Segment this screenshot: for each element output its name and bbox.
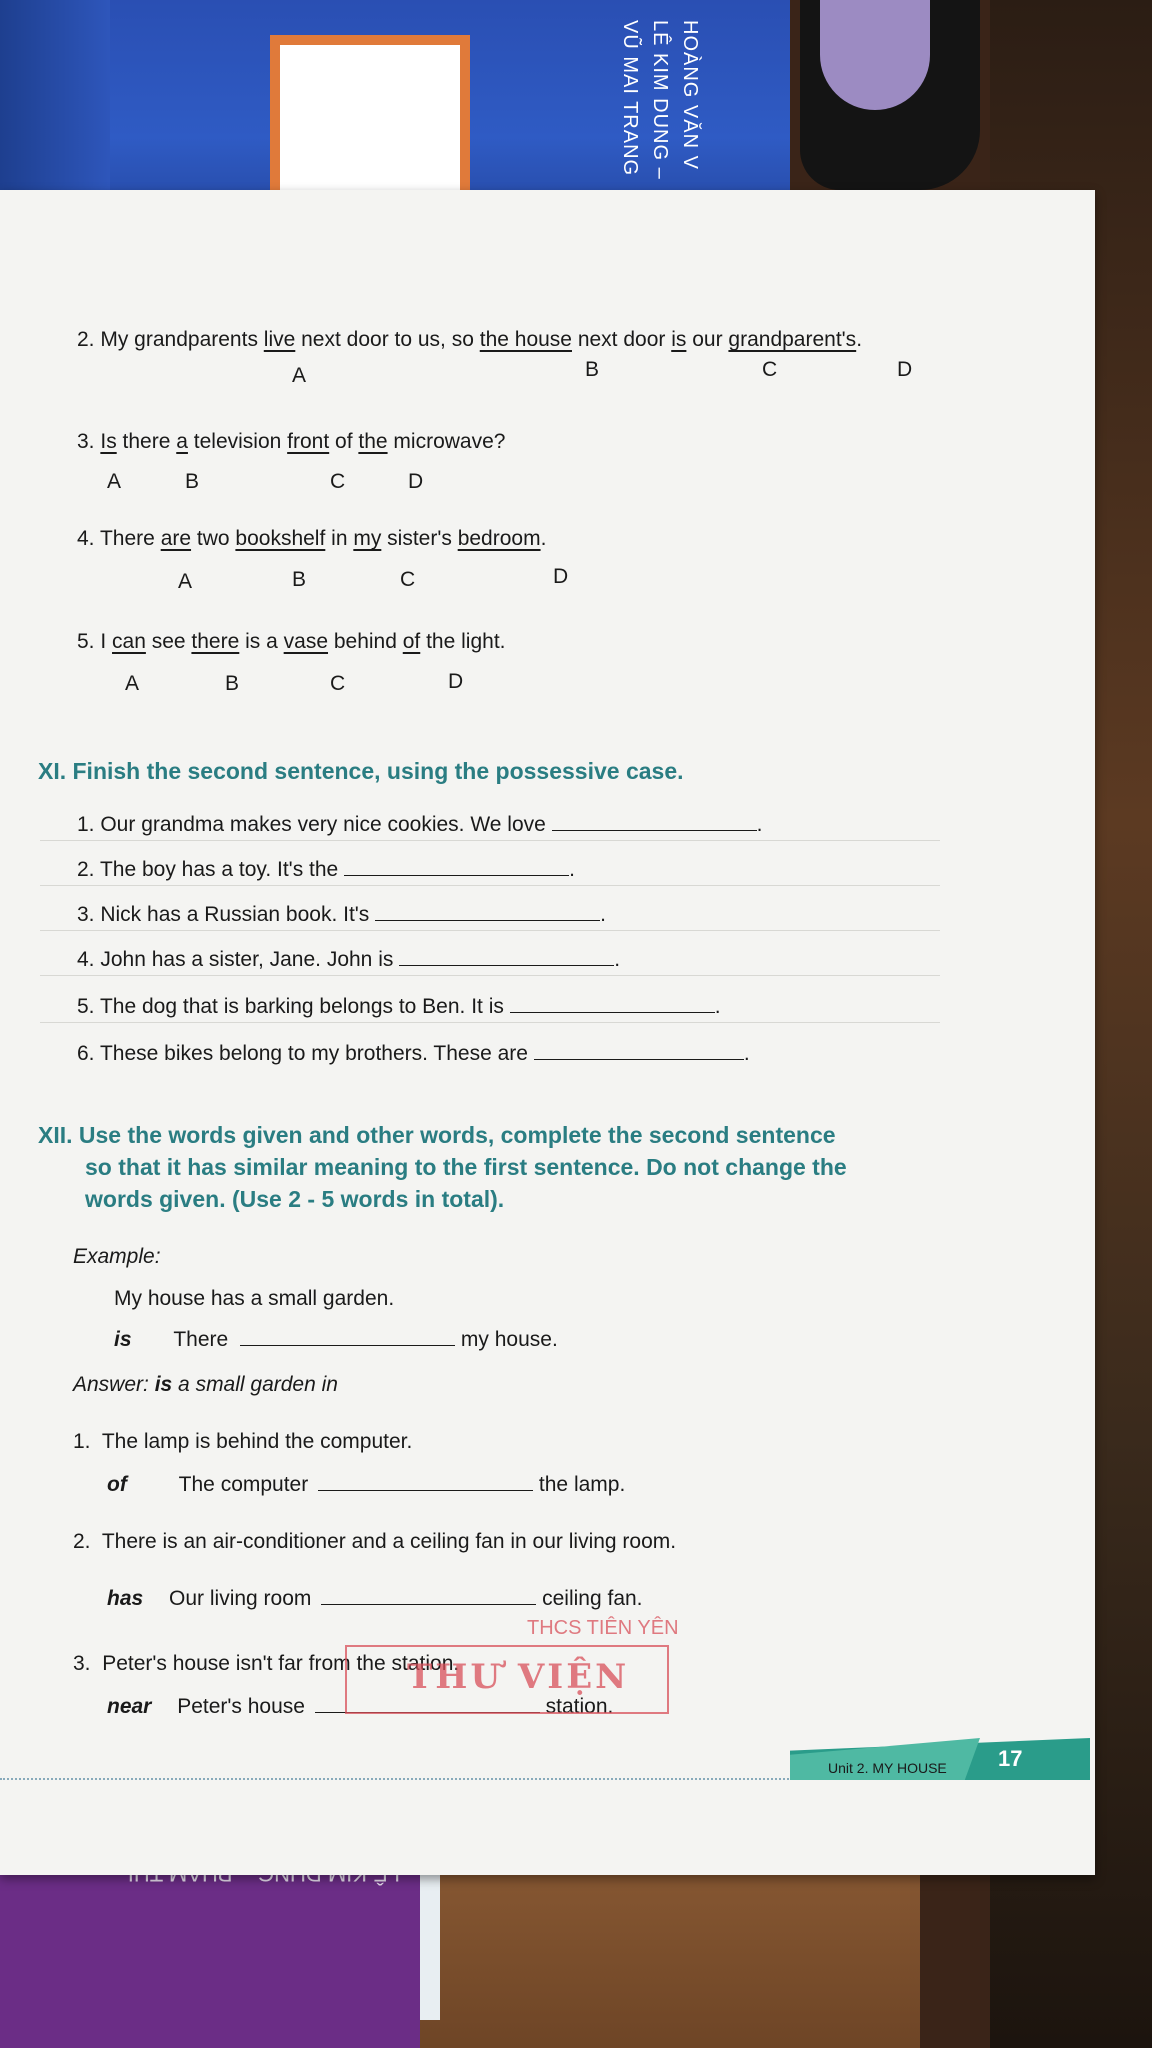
xii-item-1-prompt: of The computer the lamp.: [107, 1473, 626, 1496]
q10-item-2: 2. My grandparents live next door to us, so the house next door is our grandparent's.: [77, 328, 863, 351]
q10-5-letter-b: B: [225, 672, 240, 695]
q10-item-3: 3. Is there a television front of the microwave?: [77, 430, 506, 453]
q10-2-letter-a: A: [292, 364, 307, 387]
q10-4-letter-b: B: [292, 568, 307, 591]
stamp-library: THƯ VIỆN: [407, 1657, 630, 1697]
example-answer: Answer: is a small garden in: [73, 1373, 338, 1396]
key-word: near: [107, 1695, 152, 1718]
stamp-school: THCS TIÊN YÊN: [527, 1617, 679, 1639]
divider: [40, 1022, 940, 1023]
section-xii-heading-line-3: words given. (Use 2 - 5 words in total).: [85, 1186, 505, 1212]
xii-item-2-prompt: has Our living room ceiling fan.: [107, 1587, 643, 1610]
q10-item-5: 5. I can see there is a vase behind of the light.: [77, 630, 506, 653]
q10-5-letter-a: A: [125, 672, 140, 695]
q10-3-letter-b: B: [185, 470, 200, 493]
answer-blank[interactable]: [510, 996, 715, 1013]
q10-3-letter-a: A: [107, 470, 122, 493]
page-number: 17: [998, 1746, 1023, 1771]
cover-author-1: HOÀNG VĂN V: [679, 20, 701, 170]
worksheet-page: [0, 190, 1095, 1875]
key-word: of: [107, 1473, 127, 1496]
q10-2-letter-c: C: [762, 358, 778, 381]
answer-blank[interactable]: [344, 859, 569, 876]
q10-2-letter-d: D: [897, 358, 913, 381]
q10-4-letter-c: C: [400, 568, 416, 591]
section-xii-heading-line-1: XII. Use the words given and other words, complete the second sentence: [38, 1122, 836, 1148]
answer-blank[interactable]: [552, 814, 757, 831]
xii-item-3-prompt: near Peter's house station.: [107, 1695, 614, 1718]
xi-item-6: 6. These bikes belong to my brothers. These are .: [77, 1042, 750, 1065]
example-prompt: is There my house.: [114, 1328, 558, 1351]
q10-item-4: 4. There are two bookshelf in my sister's bedroom.: [77, 527, 547, 550]
q10-5-letter-c: C: [330, 672, 346, 695]
xii-item-1: 1. The lamp is behind the computer.: [73, 1430, 413, 1453]
q10-3-letter-c: C: [330, 470, 346, 493]
divider: [40, 930, 940, 931]
answer-blank[interactable]: [534, 1043, 744, 1060]
q10-2-letter-b: B: [585, 358, 600, 381]
xii-item-2: 2. There is an air-conditioner and a ceiling fan in our living room.: [73, 1530, 677, 1553]
section-xi-heading: XI. Finish the second sentence, using the possessive case.: [38, 758, 684, 784]
answer-blank[interactable]: [321, 1588, 536, 1605]
purple-object: [820, 0, 930, 110]
answer-blank[interactable]: [318, 1474, 533, 1491]
section-xii-heading-line-2: so that it has similar meaning to the first sentence. Do not change the: [85, 1154, 847, 1180]
library-stamp: [345, 1617, 679, 1714]
answer-blank[interactable]: [375, 904, 600, 921]
example-key-word: is: [114, 1328, 132, 1351]
q10-5-letter-d: D: [448, 670, 464, 693]
cover-author-2: LÊ KIM DUNG –: [649, 20, 671, 180]
cover-author-3: VŨ MAI TRANG: [619, 20, 641, 177]
xi-item-4: 4. John has a sister, Jane. John is .: [77, 948, 621, 971]
xi-item-3: 3. Nick has a Russian book. It's .: [77, 903, 606, 926]
xi-item-2: 2. The boy has a toy. It's the .: [77, 858, 575, 881]
xi-item-5: 5. The dog that is barking belongs to Ben. It is .: [77, 995, 721, 1018]
answer-blank[interactable]: [399, 949, 614, 966]
divider: [40, 840, 940, 841]
q10-4-letter-d: D: [553, 565, 569, 588]
divider: [40, 885, 940, 886]
divider: [40, 975, 940, 976]
example-sentence: My house has a small garden.: [114, 1287, 395, 1310]
q10-3-letter-d: D: [408, 470, 424, 493]
example-label: Example:: [73, 1245, 161, 1268]
xii-item-3: 3. Peter's house isn't far from the station.: [73, 1652, 460, 1675]
footer-unit-label: Unit 2. MY HOUSE: [828, 1760, 947, 1776]
footer-divider: [0, 1778, 800, 1780]
q10-4-letter-a: A: [178, 570, 193, 593]
xi-item-1: 1. Our grandma makes very nice cookies. We love .: [77, 813, 763, 836]
key-word: has: [107, 1587, 144, 1610]
example-blank: [240, 1329, 455, 1346]
